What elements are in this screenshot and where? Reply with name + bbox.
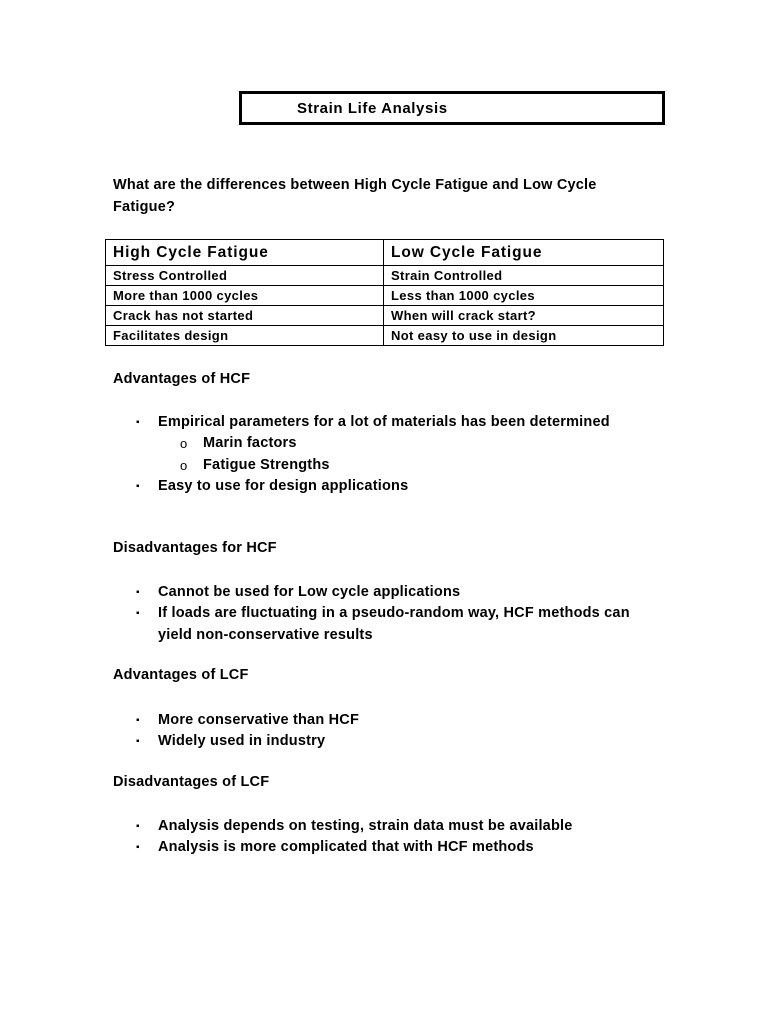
list-item [135,582,655,603]
circle-bullet-icon: o [180,436,188,452]
page-title: Strain Life Analysis [297,100,448,117]
sub-list-item-text: Marin factors [203,435,297,452]
table-cell: When will crack start? [384,306,664,326]
square-bullet-icon: ▪ [136,587,140,598]
list-item [135,731,655,752]
section-heading-advantages-lcf: Advantages of LCF [113,667,249,683]
section-heading-disadvantages-hcf: Disadvantages for HCF [113,540,277,556]
square-bullet-icon: ▪ [136,608,140,620]
sub-list [158,433,655,476]
list-item [135,816,655,837]
square-bullet-icon: ▪ [136,715,140,726]
title-box [239,91,665,125]
table-row [106,326,664,346]
list-item-text: If loads are fluctuating in a pseudo-random way, HCF methods can yield non-conservative results [158,605,630,643]
list-item-text: Widely used in industry [158,733,326,750]
table-cell: Strain Controlled [384,266,664,286]
disadvantages-lcf-list [135,816,655,859]
table-cell: More than 1000 cycles [106,286,384,306]
list-item [135,412,655,476]
square-bullet-icon: ▪ [136,821,140,832]
table-row [106,306,664,326]
advantages-hcf-list [135,412,655,497]
list-item-text: Easy to use for design applications [158,477,409,494]
table-header-row [106,240,664,266]
list-item-text: More conservative than HCF [158,712,359,728]
list-item-text: Empirical parameters for a lot of materials has been determined [158,414,610,430]
comparison-table [105,239,664,346]
circle-bullet-icon: o [180,457,188,473]
square-bullet-icon: ▪ [136,417,140,428]
square-bullet-icon: ▪ [136,480,140,492]
section-heading-disadvantages-lcf: Disadvantages of LCF [113,774,270,790]
list-item-text: Analysis depends on testing, strain data must be available [158,818,573,834]
disadvantages-hcf-list [135,582,655,646]
question-text: What are the differences between High Cycle Fatigue and Low Cycle Fatigue? [113,177,597,215]
sub-list-item-text: Fatigue Strengths [203,456,330,473]
table-header-lcf: Low Cycle Fatigue [384,240,664,266]
list-item [135,476,655,497]
table-cell: Facilitates design [106,326,384,346]
table-cell: Less than 1000 cycles [384,286,664,306]
sub-list-item [158,433,655,454]
table-cell: Crack has not started [106,306,384,326]
advantages-lcf-list [135,710,655,753]
sub-list-item [158,455,655,476]
table-row [106,266,664,286]
list-item [135,837,655,858]
table-cell: Stress Controlled [106,266,384,286]
square-bullet-icon: ▪ [136,842,140,854]
table-cell: Not easy to use in design [384,326,664,346]
table-header-hcf: High Cycle Fatigue [106,240,384,266]
list-item-text: Analysis is more complicated that with HCF methods [158,839,534,856]
list-item [135,603,655,646]
square-bullet-icon: ▪ [136,736,140,748]
list-item-text: Cannot be used for Low cycle applications [158,584,461,600]
list-item [135,710,655,731]
section-heading-advantages-hcf: Advantages of HCF [113,371,251,387]
table-row [106,286,664,306]
